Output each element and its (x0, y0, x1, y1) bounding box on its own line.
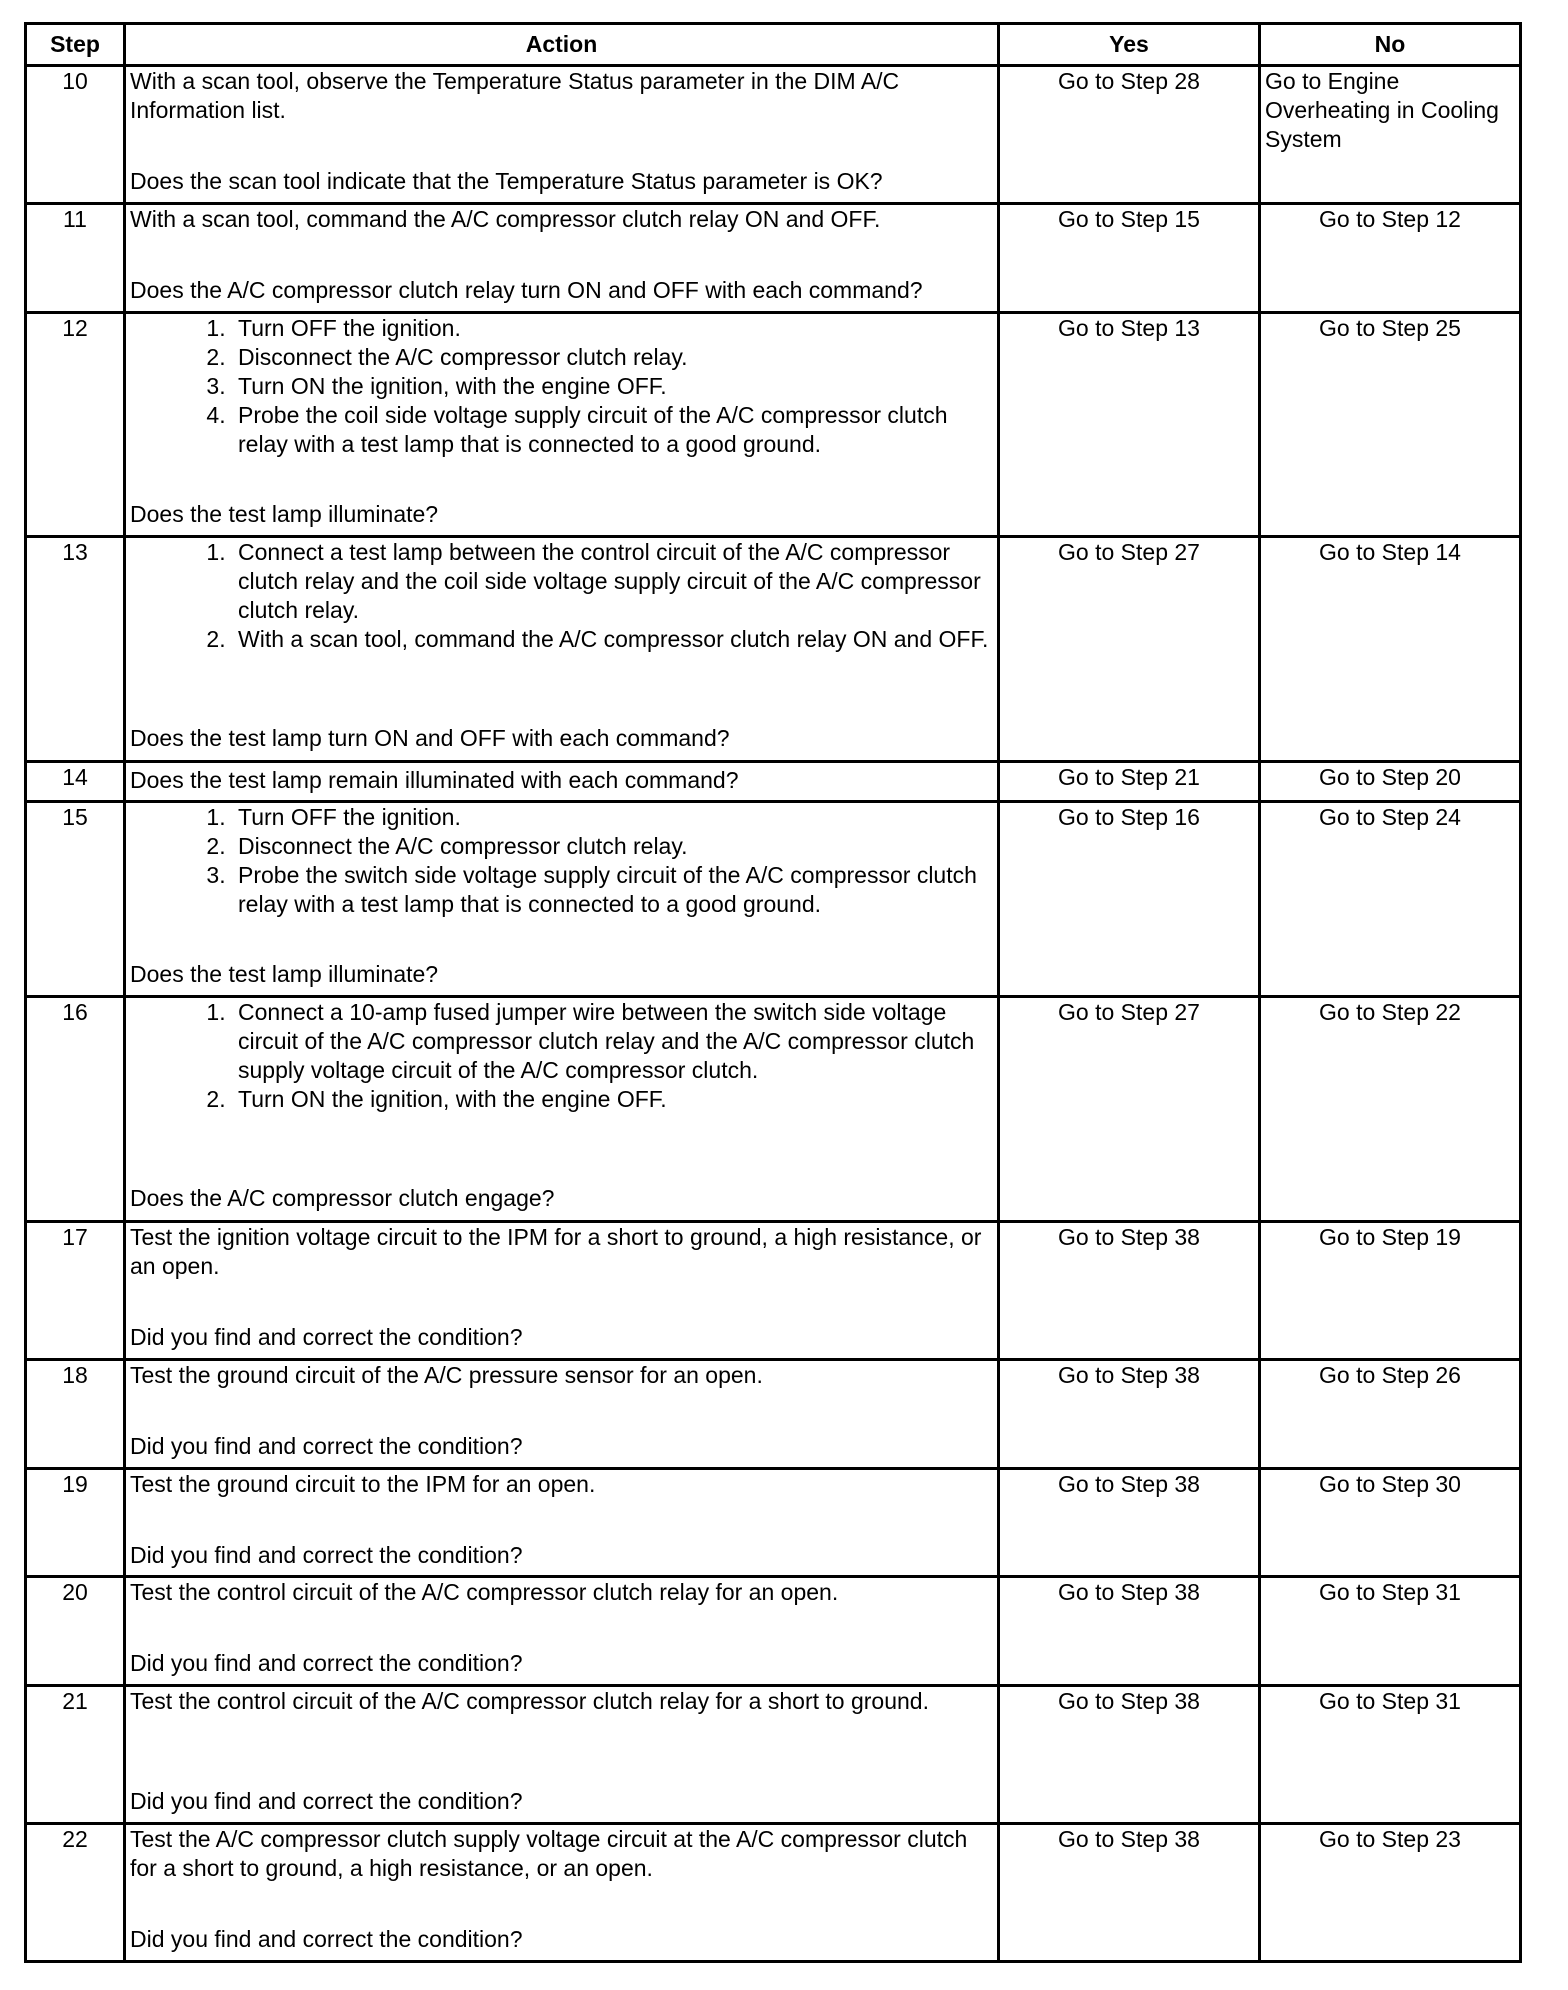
yes-result: Go to Step 28 (999, 66, 1260, 204)
step-number: 17 (26, 1221, 125, 1359)
action-step-item: 2. Disconnect the A/C compressor clutch relay. (232, 343, 993, 372)
action-cell (125, 203, 999, 312)
action-step-item: 2. With a scan tool, command the A/C compressor clutch relay ON and OFF. (232, 625, 993, 654)
no-result: Go to Engine Overheating in Cooling System (1260, 66, 1521, 204)
action-question: Does the test lamp illuminate? (130, 500, 439, 527)
step-number: 21 (26, 1686, 125, 1824)
action-question: Did you find and correct the condition? (130, 1650, 523, 1677)
action-instruction: Test the ground circuit of the A/C pressure sensor for an open. (130, 1361, 763, 1388)
header-no: No (1260, 24, 1521, 66)
action-body (130, 1470, 993, 1499)
action-question: Does the A/C compressor clutch relay turn ON and OFF with each command? (130, 276, 923, 303)
no-result: Go to Step 23 (1260, 1823, 1521, 1961)
action-cell (125, 66, 999, 204)
action-step-list (130, 314, 993, 459)
action-instruction: Test the ignition voltage circuit to the IPM for a short to ground, a high resistance, or an open. (130, 1223, 982, 1279)
table-row (26, 203, 1521, 312)
action-question: Did you find and correct the condition? (130, 1432, 523, 1459)
action-step-list (130, 803, 993, 919)
no-result: Go to Step 19 (1260, 1221, 1521, 1359)
step-number: 20 (26, 1577, 125, 1686)
action-instruction: With a scan tool, observe the Temperature Status parameter in the DIM A/C Information list. (130, 68, 900, 123)
action-body (130, 803, 993, 919)
yes-result: Go to Step 38 (999, 1823, 1260, 1961)
step-number: 13 (26, 537, 125, 762)
action-cell (125, 1686, 999, 1824)
no-result: Go to Step 30 (1260, 1468, 1521, 1577)
action-instruction: Test the control circuit of the A/C compressor clutch relay for a short to ground. (130, 1688, 929, 1714)
header-row (26, 24, 1521, 66)
header-step: Step (26, 24, 125, 66)
yes-result: Go to Step 21 (999, 761, 1260, 801)
yes-result: Go to Step 38 (999, 1577, 1260, 1686)
action-body (130, 1825, 993, 1883)
action-question: Did you find and correct the condition? (130, 1788, 523, 1814)
action-cell (125, 997, 999, 1222)
table-row (26, 1359, 1521, 1468)
action-cell (125, 312, 999, 537)
action-step-list (130, 538, 993, 654)
step-number: 16 (26, 997, 125, 1222)
no-result: Go to Step 31 (1260, 1686, 1521, 1824)
no-result: Go to Step 26 (1260, 1359, 1521, 1468)
yes-result: Go to Step 38 (999, 1686, 1260, 1824)
action-step-item: 4. Probe the coil side voltage supply circuit of the A/C compressor clutch relay with a test lamp that is connected to a good ground. (232, 401, 993, 459)
action-step-item: 3. Turn ON the ignition, with the engine OFF. (232, 372, 993, 401)
step-number: 18 (26, 1359, 125, 1468)
action-question: Does the test lamp turn ON and OFF with each command? (130, 725, 730, 752)
step-number: 19 (26, 1468, 125, 1577)
action-body (130, 1361, 993, 1390)
action-cell (125, 1823, 999, 1961)
yes-result: Go to Step 15 (999, 203, 1260, 312)
action-step-item: 3. Probe the switch side voltage supply circuit of the A/C compressor clutch relay with a test lamp that is connected to a good ground. (232, 861, 993, 919)
table-row (26, 1221, 1521, 1359)
no-result: Go to Step 12 (1260, 203, 1521, 312)
no-result: Go to Step 20 (1260, 761, 1521, 801)
table-body (26, 66, 1521, 1962)
yes-result: Go to Step 38 (999, 1221, 1260, 1359)
no-result: Go to Step 14 (1260, 537, 1521, 762)
no-result: Go to Step 31 (1260, 1577, 1521, 1686)
header-yes: Yes (999, 24, 1260, 66)
action-step-item: 1. Turn OFF the ignition. (232, 314, 993, 343)
table-row (26, 1686, 1521, 1824)
header-action: Action (125, 24, 999, 66)
action-body (130, 314, 993, 459)
action-step-item: 2. Disconnect the A/C compressor clutch relay. (232, 832, 993, 861)
action-question: Did you find and correct the condition? (130, 1323, 523, 1350)
action-question: Did you find and correct the condition? (130, 1541, 523, 1568)
action-body (130, 67, 993, 125)
action-body (130, 538, 993, 654)
action-question: Does the test lamp remain illuminated with each command? (130, 766, 739, 793)
action-body (130, 1687, 993, 1716)
no-result: Go to Step 24 (1260, 802, 1521, 997)
step-number: 11 (26, 203, 125, 312)
step-number: 22 (26, 1823, 125, 1961)
action-cell (125, 802, 999, 997)
no-result: Go to Step 22 (1260, 997, 1521, 1222)
action-cell (125, 1577, 999, 1686)
action-step-item: 1. Connect a test lamp between the control circuit of the A/C compressor clutch relay and the coil side voltage supply circuit of the A/C compressor clutch relay. (232, 538, 993, 625)
action-question: Does the test lamp illuminate? (130, 961, 439, 987)
action-step-item: 1. Turn OFF the ignition. (232, 803, 993, 832)
action-body (130, 205, 993, 234)
action-cell (125, 761, 999, 801)
table-row (26, 537, 1521, 762)
step-number: 10 (26, 66, 125, 204)
action-instruction: Test the control circuit of the A/C compressor clutch relay for an open. (130, 1579, 839, 1606)
table-row (26, 1577, 1521, 1686)
action-cell (125, 1359, 999, 1468)
diagnostic-table (24, 22, 1522, 1963)
no-result: Go to Step 25 (1260, 312, 1521, 537)
action-cell (125, 1221, 999, 1359)
action-body (130, 998, 993, 1114)
yes-result: Go to Step 38 (999, 1468, 1260, 1577)
table-row (26, 761, 1521, 801)
step-number: 12 (26, 312, 125, 537)
yes-result: Go to Step 27 (999, 537, 1260, 762)
action-instruction: With a scan tool, command the A/C compressor clutch relay ON and OFF. (130, 205, 881, 232)
action-step-item: 2. Turn ON the ignition, with the engine OFF. (232, 1085, 993, 1114)
yes-result: Go to Step 27 (999, 997, 1260, 1222)
step-number: 15 (26, 802, 125, 997)
action-body (130, 1578, 993, 1607)
table-row (26, 1468, 1521, 1577)
action-body (130, 1223, 993, 1281)
yes-result: Go to Step 13 (999, 312, 1260, 537)
action-cell (125, 537, 999, 762)
table-row (26, 312, 1521, 537)
yes-result: Go to Step 38 (999, 1359, 1260, 1468)
action-step-item: 1. Connect a 10-amp fused jumper wire between the switch side voltage circuit of the A/C compressor clutch relay and the A/C compressor clutch supply voltage circuit of the A/C compressor clutch. (232, 998, 993, 1085)
table-row (26, 1823, 1521, 1961)
action-instruction: Test the ground circuit to the IPM for an open. (130, 1470, 596, 1497)
action-cell (125, 1468, 999, 1577)
table-row (26, 802, 1521, 997)
action-instruction: Test the A/C compressor clutch supply voltage circuit at the A/C compressor clutch for a short to ground, a high resistance, or an open. (130, 1825, 968, 1881)
step-number: 14 (26, 761, 125, 801)
action-question: Does the scan tool indicate that the Temperature Status parameter is OK? (130, 168, 883, 194)
action-question: Does the A/C compressor clutch engage? (130, 1185, 555, 1212)
action-step-list (130, 998, 993, 1114)
action-question: Did you find and correct the condition? (130, 1925, 523, 1952)
table-row (26, 66, 1521, 204)
yes-result: Go to Step 16 (999, 802, 1260, 997)
table-row (26, 997, 1521, 1222)
